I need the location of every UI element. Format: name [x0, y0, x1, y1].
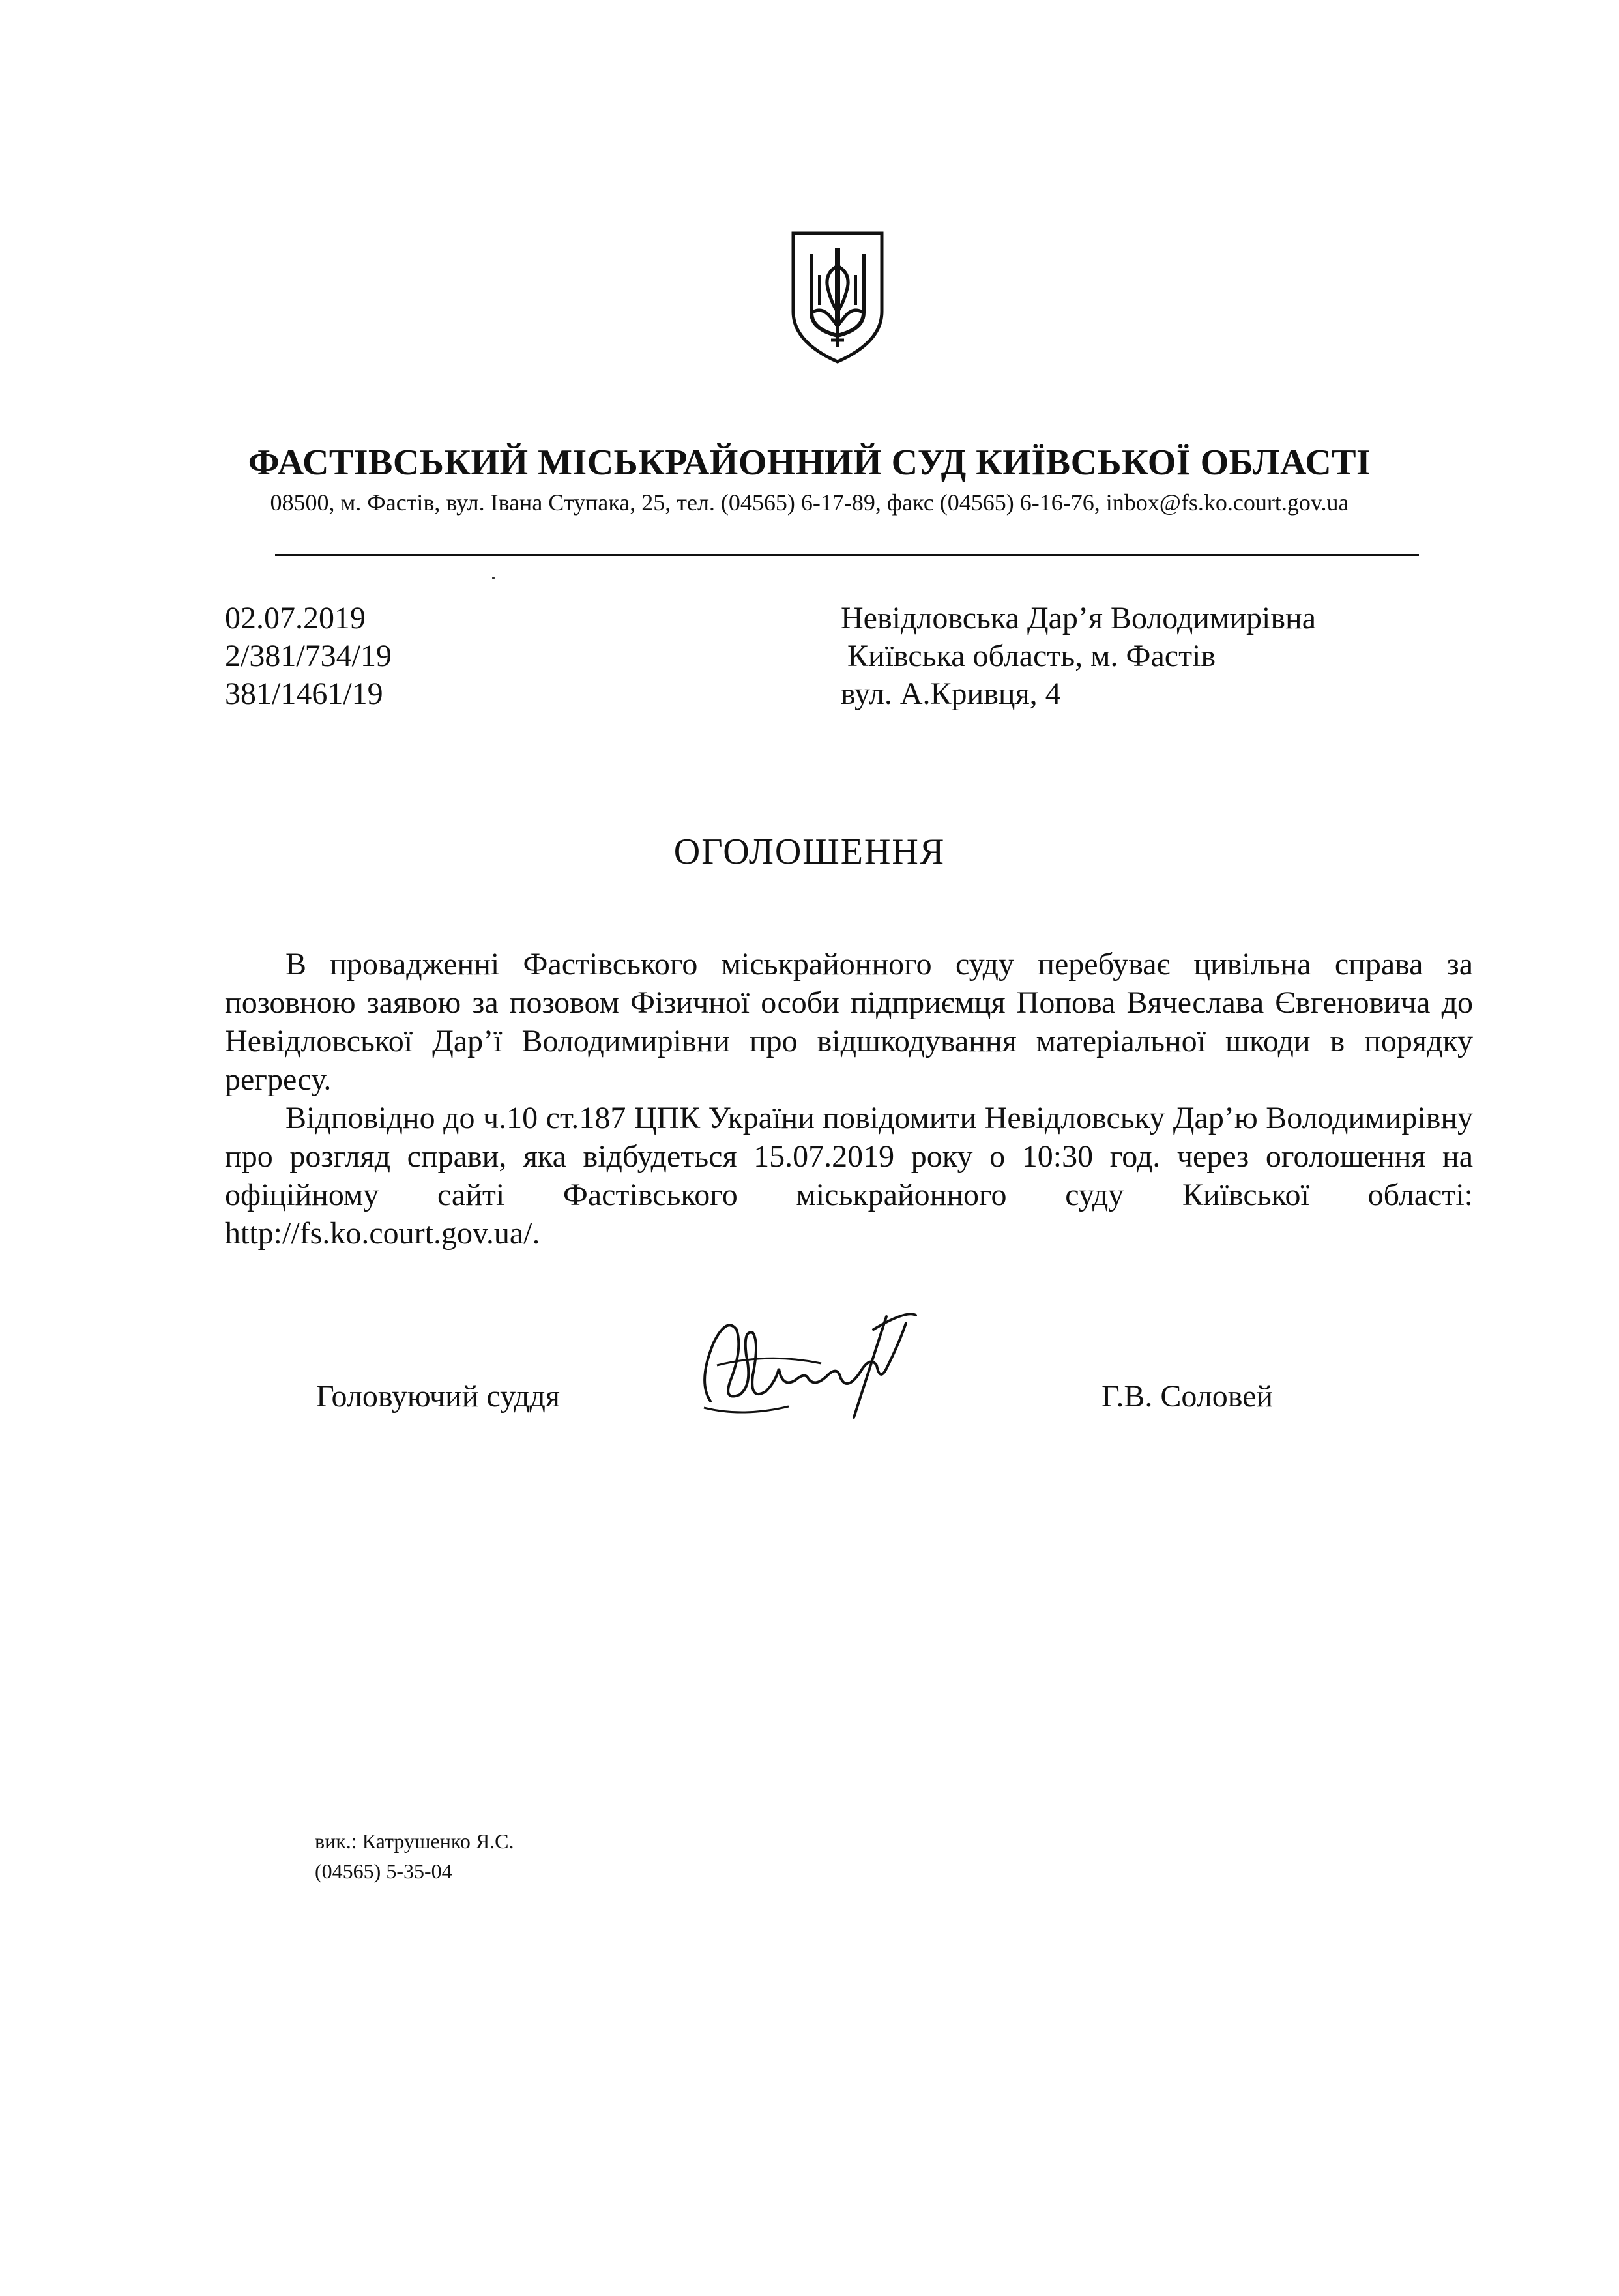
case-number: 2/381/734/19: [225, 639, 392, 673]
court-address: 08500, м. Фастів, вул. Івана Ступака, 25, тел. (04565) 6-17-89, факс (04565) 6-16-76, inbox@fs.ko.court.gov.ua: [270, 489, 1349, 516]
signatory-name: Г.В. Соловей: [1101, 1379, 1274, 1414]
scan-speck: [492, 577, 495, 579]
recipient-name: Невідловська Дар’я Володимирівна: [841, 601, 1317, 635]
document-meta: [225, 600, 392, 713]
executor-name: вик.: Катрушенко Я.С.: [315, 1829, 514, 1853]
executor-phone: (04565) 5-35-04: [315, 1859, 452, 1883]
document-date: 02.07.2019: [225, 601, 366, 635]
executor-info: [315, 1826, 514, 1886]
body-paragraph: Відповідно до ч.10 ст.187 ЦПК України повідомити Невідловську Дар’ю Володимирівну про розгляд справи, яка відбудеться 15.07.2019 року о 10:30 год. через оголошення на офіційному сайті Фастівського міськрайонного суду Київської області: http://fs.ko.court.gov.ua/.: [225, 1101, 1473, 1251]
header-divider: [275, 554, 1419, 556]
recipient-block: [841, 600, 1316, 713]
signatory-role: Головуючий суддя: [316, 1379, 560, 1414]
court-name: ФАСТІВСЬКИЙ МІСЬКРАЙОННИЙ СУД КИЇВСЬКОЇ ОБЛАСТІ: [248, 443, 1371, 483]
coat-of-arms-icon: [785, 228, 890, 365]
proceeding-number: 381/1461/19: [225, 676, 383, 711]
handwritten-signature: [691, 1303, 939, 1427]
body-paragraph: В провадженні Фастівського міськрайонного суду перебуває цивільна справа за позовною заявою за позовом Фізичної особи підприємця Попова Вячеслава Євгеновича до Невідловської Дар’ї Володимирівни про відшкодування матеріальної шкоди в порядку регресу.: [225, 947, 1473, 1097]
document-body: [225, 945, 1473, 1253]
document-title: ОГОЛОШЕННЯ: [673, 832, 946, 872]
signature-block: [0, 1303, 1619, 1434]
recipient-street: вул. А.Кривця, 4: [841, 676, 1061, 711]
recipient-region: Київська область, м. Фастів: [847, 639, 1216, 673]
